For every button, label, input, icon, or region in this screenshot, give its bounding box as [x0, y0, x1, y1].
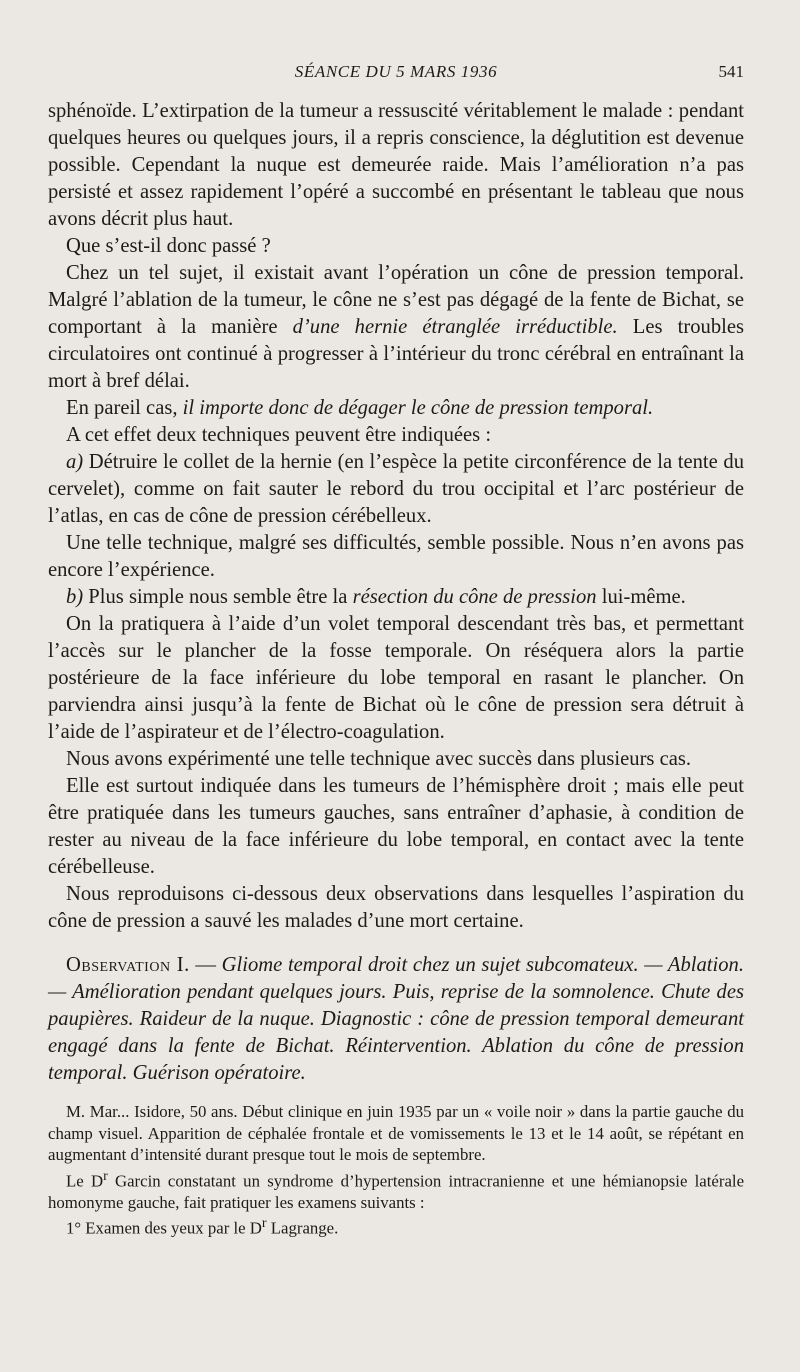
paragraph-1: sphénoïde. L’extirpation de la tumeur a ressuscité véritablement le malade : pendant quelques heures ou quelques jours, il a repris conscience, la déglutition est devenue possible. Cependant la nuque est demeurée raide. Mais l’amélioration n’a pas persisté et assez rapidement l’opéré a succombé en présentant le tableau que nous avons décrit plus haut.: [48, 100, 744, 230]
paragraph-7: Une telle technique, malgré ses difficultés, semble possible. Nous n’en avons pas encore l’expérience.: [48, 532, 744, 581]
page-number: 541: [718, 62, 744, 81]
case-note-3: [48, 1213, 744, 1239]
paragraph-3-text-a: Chez un tel sujet, il existait avant l’opération un cône de pression temporal. Malgré l’ablation de la tumeur, le cône ne s’est pas dégagé de la fente de Bichat, se comportant à la manière: [48, 262, 744, 338]
list-marker-b: b): [66, 586, 84, 608]
paragraph-3-text-b: Les troubles circulatoires ont continué à progresser à l’intérieur du tronc cérébral en entraînant la mort à bref délai.: [48, 316, 744, 392]
case-note-2: [48, 1166, 744, 1214]
paragraph-9: On la pratiquera à l’aide d’un volet temporal descendant très bas, et permettant l’accès sur le plancher de la fosse temporale. On réséquera alors la partie postérieure de la face inférieure du lobe temporal en rasant le plancher. On parviendra ainsi jusqu’à la fente de Bichat où le cône de pression sera détruit à l’aide de l’aspirateur et de l’électro-coagulation.: [48, 613, 744, 743]
case-note-3-text-a: 1° Examen des yeux par le D: [66, 1218, 262, 1238]
observation-label: Observation I.: [66, 954, 190, 976]
case-note-3-sup: r: [261, 1216, 267, 1232]
paragraph-6: [48, 449, 744, 530]
paragraph-12: Nous reproduisons ci-dessous deux observations dans lesquelles l’aspiration du cône de pression a sauvé les malades d’une mort certaine.: [48, 883, 744, 932]
paragraph-8-italic: résection du cône de pression: [352, 586, 597, 608]
paragraph-8-text-b: lui-même.: [596, 586, 686, 608]
paragraph-4: [48, 395, 744, 422]
paragraph-5: A cet effet deux techniques peuvent être indiquées :: [66, 424, 492, 446]
paragraph-2: Que s’est-il donc passé ?: [66, 235, 271, 257]
case-note-3-text-b: Lagrange.: [266, 1218, 339, 1238]
case-note-1: M. Mar... Isidore, 50 ans. Début clinique en juin 1935 par un « voile noir » dans la partie gauche du champ visuel. Apparition de céphalée frontale et de vomissements le 13 et le 14 août, se répétant en augmentant d’intensité durant presque tout le mois de septembre.: [48, 1102, 744, 1164]
list-marker-a: a): [66, 451, 84, 473]
paragraph-11: Elle est surtout indiquée dans les tumeurs de l’hémisphère droit ; mais elle peut être pratiquée dans les tumeurs gauches, sans entraîner d’aphasie, à condition de rester au niveau de la face inférieure du lobe temporal, en contact avec la tente cérébelleuse.: [48, 775, 744, 878]
observation-dash: —: [189, 954, 222, 976]
case-note-2-text-b: Garcin constatant un syndrome d’hypertension intracranienne et une hémianopsie latérale homonyme gauche, fait pratiquer les examens suivants :: [48, 1171, 745, 1212]
paragraph-10: Nous avons expérimenté une telle technique avec succès dans plusieurs cas.: [66, 748, 692, 770]
paragraph-8: [48, 584, 744, 611]
page-header: [48, 62, 744, 90]
paragraph-3: [48, 260, 744, 395]
paragraph-8-text-a: Plus simple nous semble être la: [83, 586, 353, 608]
running-title: SÉANCE DU 5 MARS 1936: [294, 62, 498, 81]
case-note-2-sup: r: [103, 1168, 108, 1184]
observation-heading: [48, 952, 744, 1087]
paragraph-3-italic: d’une hernie étranglée irréductible.: [292, 316, 618, 338]
case-note-2-text-a: Le D: [66, 1171, 104, 1191]
paragraph-4-text: En pareil cas,: [66, 397, 183, 419]
paragraph-6-text: Détruire le collet de la hernie (en l’espèce la petite circonférence de la tente du cervelet), comme on fait sauter le rebord du trou occipital et l’arc postérieur de l’atlas, en cas de cône de pression cérébelleux.: [48, 451, 744, 527]
observation-title: Gliome temporal droit chez un sujet subcomateux. — Ablation. — Amélioration pendant quelques jours. Puis, reprise de la somnolence. Chute des paupières. Raideur de la nuque. Diagnostic : cône de pression temporal demeurant engagé dans la fente de Bichat. Réintervention. Ablation du cône de pression temporal. Guérison opératoire.: [48, 954, 744, 1084]
main-text: [48, 98, 744, 1239]
paragraph-4-italic: il importe donc de dégager le cône de pression temporal.: [182, 397, 654, 419]
